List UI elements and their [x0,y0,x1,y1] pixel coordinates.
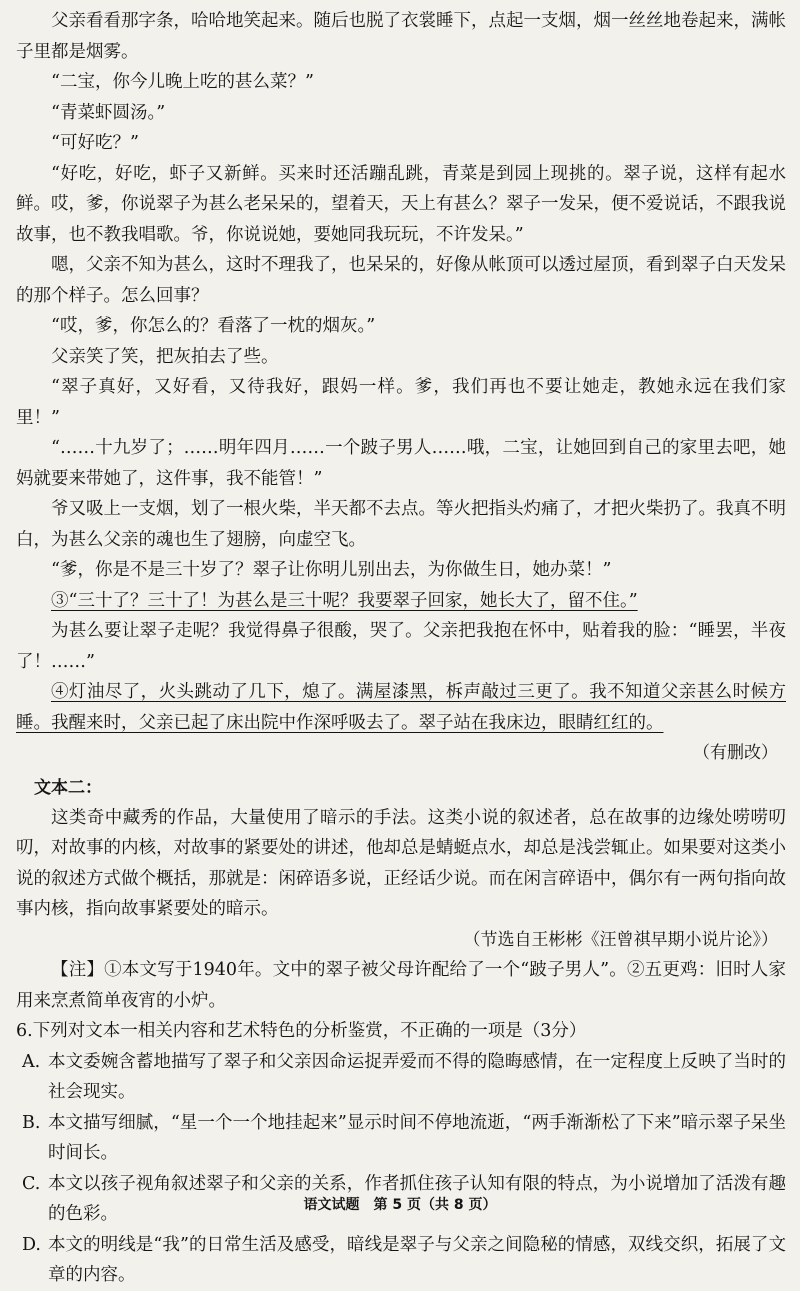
option-b-key: B. [22,1112,41,1133]
option-c-text: 本文以孩子视角叙述翠子和父亲的关系，作者抓住孩子认知有限的特点，为小说增加了活泼有趣的色彩。 [48,1173,786,1224]
text-one-paragraph: 父亲笑了笑，把灰拍去了些。 [51,346,279,367]
option-a [16,1047,786,1108]
text-one-paragraph: 爷又吸上一支烟，划了一根火柴，半天都不去点。等火把指头灼痛了，才把火柴扔了。我真不明白，为甚么父亲的魂也生了翅膀，向虚空飞。 [16,499,786,550]
text-one-paragraph: “翠子真好，又好看，又待我好，跟妈一样。爹，我们再也不要让她走，教她永远在我们家里！” [16,377,786,428]
option-d-key: D. [22,1234,41,1255]
option-b [16,1108,786,1169]
text-two-heading: 文本二： [34,777,102,798]
option-c-key: C. [22,1173,41,1194]
text-one-paragraph: “爹，你是不是三十岁了？翠子让你明儿别出去，为你做生日，她办菜！” [51,560,612,580]
text-two-paragraph: 这类奇中藏秀的作品，大量使用了暗示的手法。这类小说的叙述者，总在故事的边缘处唠唠叨叨，对故事的内核，对故事的紧要处的讲述，他却总是蜻蜓点水，却总是浅尝辄止。如果要对这类小说的叙述方式做个概括，那就是：闲碎语多说，正经话少说。而在闲言碎语中，偶尔有一两句指向故事内核，指向故事紧要处的暗示。 [16,807,786,919]
text-one-paragraph: 嗯，父亲不知为甚么，这时不理我了，也呆呆的，好像从帐顶可以透过屋顶，看到翠子白天发呆的那个样子。怎么回事？ [16,255,786,306]
text-one-body [16,6,786,738]
option-d-text: 本文的明线是“我”的日常生活及感受，暗线是翠子与父亲之间隐秘的情感，双线交织，拓展了文章的内容。 [48,1234,786,1285]
text-one-paragraph: “好吃，好吃，虾子又新鲜。买来时还活蹦乱跳，青菜是到园上现挑的。翠子说，这样有起水鲜。哎，爹，你说翠子为甚么老呆呆的，望着天，天上有甚么？翠子一发呆，便不爱说话，不跟我说故事，也不教我唱歌。爷，你说说她，要她同我玩玩，不许发呆。” [16,163,786,245]
underlined-sentence: ④灯油尽了，火头跳动了几下，熄了。满屋漆黑，柝声敲过三更了。我不知道父亲甚么时候方睡。我醒来时，父亲已起了床出院中作深呼吸去了。翠子站在我床边，眼睛红红的。 [16,682,786,733]
option-a-key: A. [22,1051,41,1072]
page-footer: 语文试题 第 5 页（共 8 页） [303,1197,497,1213]
option-d [16,1230,786,1291]
text-one-paragraph: “哎，爹，你怎么的？看落了一枕的烟灰。” [51,316,376,336]
option-a-text: 本文委婉含蓄地描写了翠子和父亲因命运捉弄爱而不得的隐晦感情，在一定程度上反映了当时的社会现实。 [48,1051,786,1102]
text-one-paragraph: “二宝，你今儿晚上吃的甚么菜？” [51,72,314,92]
text-one-paragraph: “……十九岁了；……明年四月……一个跛子男人……哦，二宝，让她回到自己的家里去吧，她妈就要来带她了，这件事，我不能管！” [16,438,786,489]
text-two-source: （节选自王彬彬《汪曾祺早期小说片论》） [463,929,778,950]
annotation-note: 【注】①本文写于1940年。文中的翠子被父母许配给了一个“跛子男人”。②五更鸡：旧时人家用来烹煮简单夜宵的小炉。 [16,960,786,1011]
text-one-paragraph [16,677,786,738]
text-one-paragraph: 父亲看看那字条，哈哈地笑起来。随后也脱了衣裳睡下，点起一支烟，烟一丝丝地卷起来，满帐子里都是烟雾。 [16,11,786,62]
underlined-sentence: ③“三十了？三十了！为甚么是三十呢？我要翠子回家，她长大了，留不住。” [51,590,638,611]
text-one-source: （有删改） [693,743,778,763]
question-6-stem: 6.下列对文本一相关内容和艺术特色的分析鉴赏，不正确的一项是（3分） [16,1021,587,1041]
page-content [16,6,786,1291]
text-one-paragraph: 为甚么要让翠子走呢？我觉得鼻子很酸，哭了。父亲把我抱在怀中，贴着我的脸：“睡罢，半夜了！……” [16,621,786,672]
text-one-paragraph: “可好吃？” [51,133,139,153]
text-one-paragraph [16,586,786,617]
text-one-paragraph: “青菜虾圆汤。” [51,102,166,123]
option-b-text: 本文描写细腻，“星一个一个地挂起来”显示时间不停地流逝，“两手渐渐松了下来”暗示翠子呆坐时间长。 [48,1112,786,1163]
